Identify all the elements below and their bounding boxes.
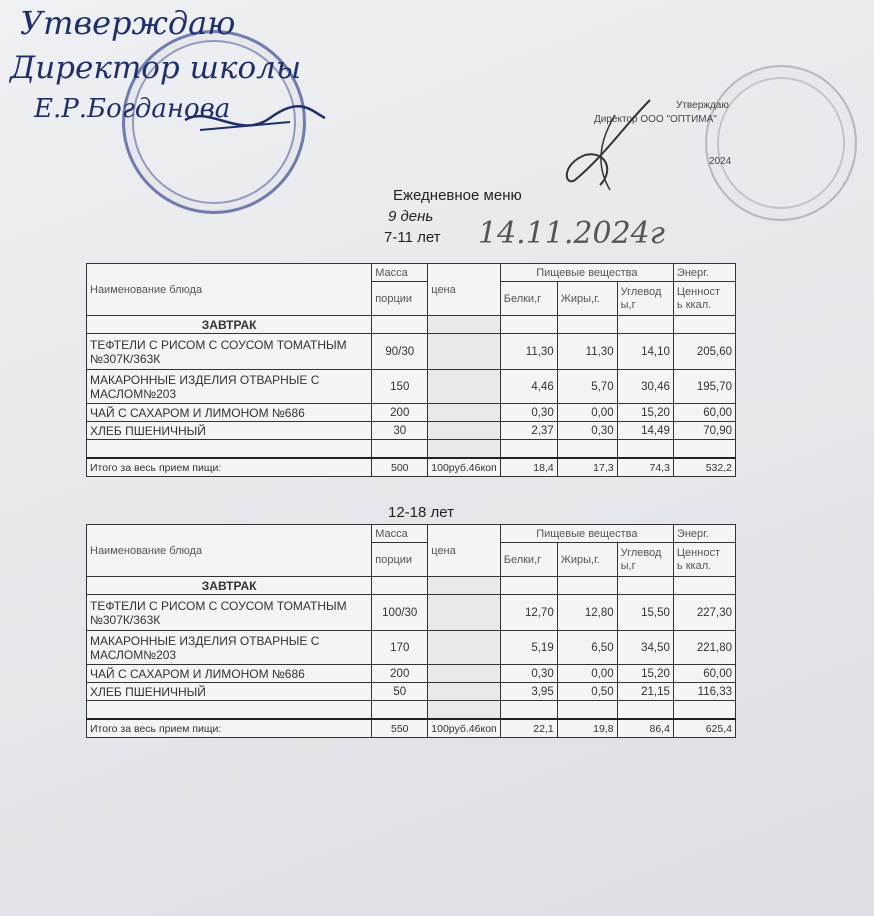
menu-day: 9 день	[388, 208, 434, 225]
dish-price	[428, 370, 500, 404]
menu-table-7-11	[86, 263, 736, 477]
col-carbs-bottom: ы,г	[620, 559, 636, 572]
dish-name: ТЕФТЕЛИ С РИСОМ С СОУСОМ ТОМАТНЫМ №307К/363К	[87, 334, 372, 370]
col-carbs-top: Углевод	[620, 285, 662, 298]
total-carbs: 86,4	[617, 719, 673, 738]
table-row	[87, 422, 736, 440]
company-stamp	[705, 65, 857, 221]
total-protein: 22,1	[500, 719, 557, 738]
dish-kcal: 60,00	[673, 665, 735, 683]
col-energy-top: Энерг.	[673, 264, 735, 282]
total-carbs: 74,3	[617, 458, 673, 477]
dish-fat: 12,80	[557, 595, 617, 631]
table-row	[87, 334, 736, 370]
dish-mass: 170	[372, 631, 428, 665]
dish-mass: 200	[372, 404, 428, 422]
empty-row	[87, 440, 736, 459]
section-label: ЗАВТРАК	[87, 316, 372, 334]
dish-fat: 0,00	[557, 665, 617, 683]
col-nutrients: Пищевые вещества	[500, 525, 673, 543]
total-mass: 500	[372, 458, 428, 477]
dish-protein: 11,30	[500, 334, 557, 370]
age-group-1: 7-11 лет	[384, 229, 441, 246]
dish-price	[428, 404, 500, 422]
col-energy-mid: Ценност	[676, 285, 720, 298]
dish-fat: 0,50	[557, 683, 617, 701]
dish-carbs: 14,10	[617, 334, 673, 370]
empty-row	[87, 701, 736, 720]
col-protein: Белки,г	[500, 543, 557, 577]
col-mass-top: Масса	[372, 525, 428, 543]
total-price: 100руб.46коп	[428, 458, 500, 477]
dish-mass: 150	[372, 370, 428, 404]
total-label: Итого за весь прием пищи:	[87, 458, 372, 477]
dish-protein: 3,95	[500, 683, 557, 701]
signature-right	[555, 95, 665, 195]
col-energy-top: Энерг.	[673, 525, 735, 543]
dish-price	[428, 665, 500, 683]
approval-left-line2: Директор школы	[10, 50, 302, 86]
col-price: цена	[428, 264, 500, 316]
handwritten-date: 14.11.2024г	[478, 216, 665, 251]
approval-left-line3: Е.Р.Богданова	[34, 94, 231, 124]
col-mass-bottom: порции	[372, 543, 428, 577]
menu-table-12-18	[86, 524, 736, 738]
dish-kcal: 205,60	[673, 334, 735, 370]
dish-name: ЧАЙ С САХАРОМ И ЛИМОНОМ №686	[87, 665, 372, 683]
age-group-2: 12-18 лет	[388, 504, 454, 521]
dish-fat: 11,30	[557, 334, 617, 370]
col-protein: Белки,г	[500, 282, 557, 316]
dish-kcal: 221,80	[673, 631, 735, 665]
col-carbs	[617, 543, 673, 577]
dish-fat: 6,50	[557, 631, 617, 665]
total-mass: 550	[372, 719, 428, 738]
dish-name: МАКАРОННЫЕ ИЗДЕЛИЯ ОТВАРНЫЕ С МАСЛОМ№203	[87, 631, 372, 665]
total-price: 100руб.46коп	[428, 719, 500, 738]
dish-protein: 0,30	[500, 404, 557, 422]
dish-kcal: 195,70	[673, 370, 735, 404]
col-fat: Жиры,г.	[557, 543, 617, 577]
approval-right-word: Утверждаю	[676, 100, 729, 111]
dish-fat: 0,00	[557, 404, 617, 422]
col-mass-bottom: порции	[372, 282, 428, 316]
table-row	[87, 404, 736, 422]
col-mass-top: Масса	[372, 264, 428, 282]
col-dish: Наименование блюда	[87, 525, 372, 577]
dish-carbs: 30,46	[617, 370, 673, 404]
dish-price	[428, 683, 500, 701]
dish-name: ХЛЕБ ПШЕНИЧНЫЙ	[87, 422, 372, 440]
dish-kcal: 227,30	[673, 595, 735, 631]
dish-protein: 2,37	[500, 422, 557, 440]
col-fat: Жиры,г.	[557, 282, 617, 316]
menu-title: Ежедневное меню	[393, 187, 522, 204]
dish-fat: 5,70	[557, 370, 617, 404]
col-energy-bottom: ь ккал.	[676, 298, 712, 311]
col-carbs-top: Углевод	[620, 546, 662, 559]
col-carbs	[617, 282, 673, 316]
dish-mass: 90/30	[372, 334, 428, 370]
dish-name: МАКАРОННЫЕ ИЗДЕЛИЯ ОТВАРНЫЕ С МАСЛОМ№203	[87, 370, 372, 404]
dish-mass: 50	[372, 683, 428, 701]
approval-right-position: Директор ООО "ОПТИМА"	[594, 114, 717, 125]
col-energy-bottom: ь ккал.	[676, 559, 712, 572]
dish-price	[428, 631, 500, 665]
col-energy	[673, 543, 735, 577]
dish-carbs: 15,20	[617, 404, 673, 422]
total-row	[87, 458, 736, 477]
dish-fat: 0,30	[557, 422, 617, 440]
dish-carbs: 21,15	[617, 683, 673, 701]
dish-kcal: 70,90	[673, 422, 735, 440]
dish-price	[428, 595, 500, 631]
table-row	[87, 665, 736, 683]
col-dish: Наименование блюда	[87, 264, 372, 316]
dish-carbs: 15,20	[617, 665, 673, 683]
total-kcal: 625,4	[673, 719, 735, 738]
total-protein: 18,4	[500, 458, 557, 477]
dish-name: ХЛЕБ ПШЕНИЧНЫЙ	[87, 683, 372, 701]
col-carbs-bottom: ы,г	[620, 298, 636, 311]
dish-name: ТЕФТЕЛИ С РИСОМ С СОУСОМ ТОМАТНЫМ №307К/363К	[87, 595, 372, 631]
col-energy	[673, 282, 735, 316]
dish-mass: 200	[372, 665, 428, 683]
total-kcal: 532,2	[673, 458, 735, 477]
col-nutrients: Пищевые вещества	[500, 264, 673, 282]
total-row	[87, 719, 736, 738]
dish-name: ЧАЙ С САХАРОМ И ЛИМОНОМ №686	[87, 404, 372, 422]
dish-carbs: 14,49	[617, 422, 673, 440]
dish-carbs: 34,50	[617, 631, 673, 665]
dish-price	[428, 422, 500, 440]
total-fat: 17,3	[557, 458, 617, 477]
table-row	[87, 683, 736, 701]
total-fat: 19,8	[557, 719, 617, 738]
signature-left	[180, 100, 330, 160]
dish-kcal: 116,33	[673, 683, 735, 701]
col-price: цена	[428, 525, 500, 577]
approval-right-year: 2024	[709, 156, 732, 167]
total-label: Итого за весь прием пищи:	[87, 719, 372, 738]
section-label: ЗАВТРАК	[87, 577, 372, 595]
dish-mass: 100/30	[372, 595, 428, 631]
approval-left-line1: Утверждаю	[20, 4, 236, 42]
dish-protein: 5,19	[500, 631, 557, 665]
table-row	[87, 370, 736, 404]
dish-protein: 12,70	[500, 595, 557, 631]
table-row	[87, 595, 736, 631]
dish-mass: 30	[372, 422, 428, 440]
dish-kcal: 60,00	[673, 404, 735, 422]
dish-protein: 0,30	[500, 665, 557, 683]
dish-protein: 4,46	[500, 370, 557, 404]
dish-price	[428, 334, 500, 370]
col-energy-mid: Ценност	[676, 546, 720, 559]
dish-carbs: 15,50	[617, 595, 673, 631]
table-row	[87, 631, 736, 665]
